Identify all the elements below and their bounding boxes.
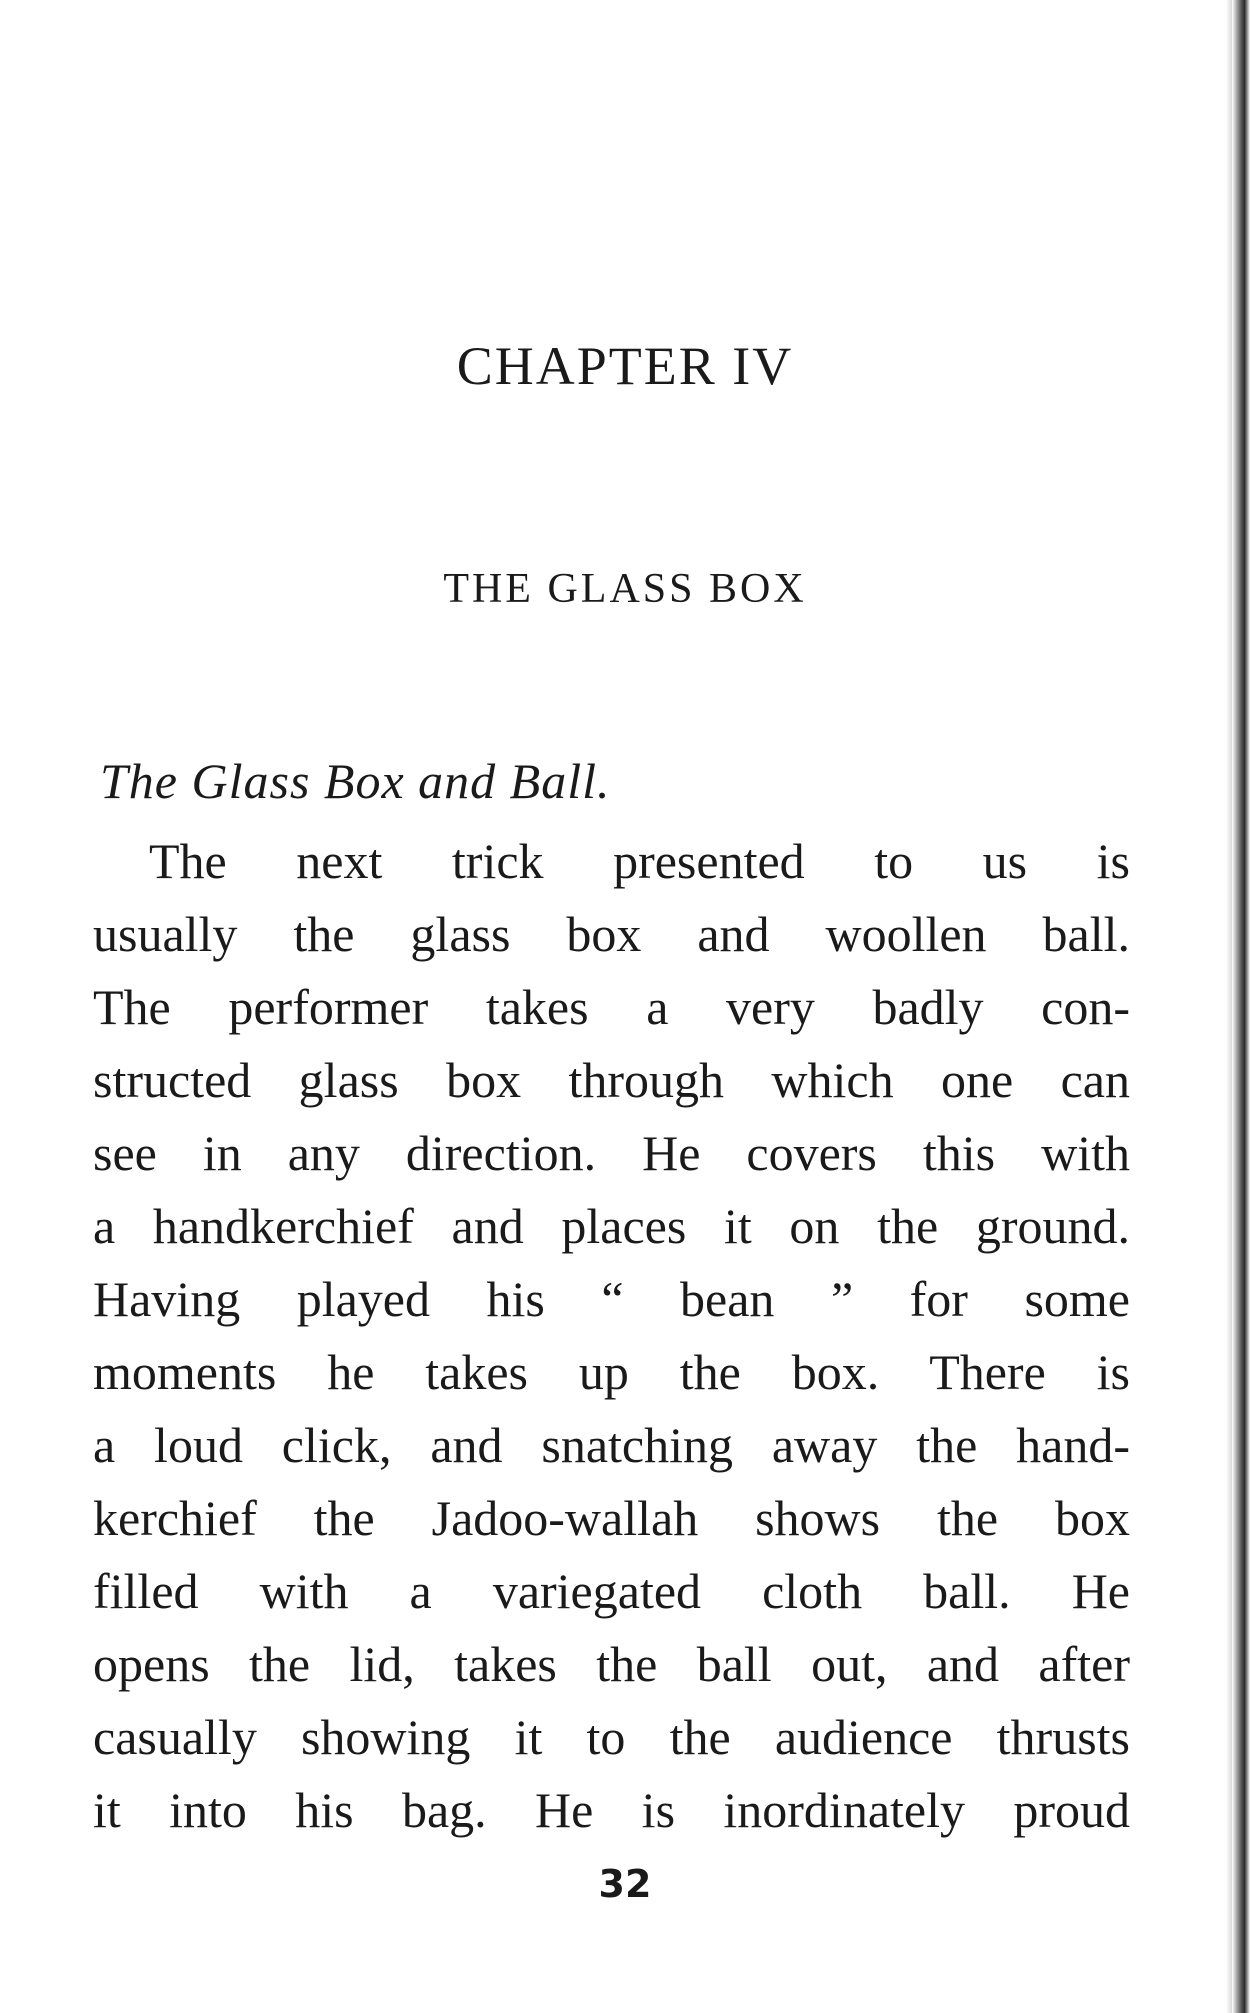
text-line: usually the glass box and woollen ball. <box>93 906 1130 962</box>
text-line: casually showing it to the audience thrusts <box>93 1709 1130 1765</box>
body-paragraph <box>93 825 1130 1847</box>
text-line: The next trick presented to us is <box>149 833 1130 889</box>
text-line: The performer takes a very badly con- <box>93 979 1130 1035</box>
chapter-title: THE GLASS BOX <box>443 566 807 612</box>
text-line: kerchief the Jadoo-wallah shows the box <box>93 1490 1130 1546</box>
text-line: see in any direction. He covers this with <box>93 1125 1130 1181</box>
binding-edge <box>1232 0 1250 2013</box>
text-line: opens the lid, takes the ball out, and after <box>93 1636 1130 1692</box>
text-line: a loud click, and snatching away the hand- <box>93 1417 1130 1473</box>
text-line: a handkerchief and places it on the ground. <box>93 1198 1130 1254</box>
chapter-number: CHAPTER IV <box>456 336 794 396</box>
text-line: moments he takes up the box. There is <box>93 1344 1130 1400</box>
text-line: it into his bag. He is inordinately proud <box>93 1782 1130 1838</box>
section-heading: The Glass Box and Ball. <box>100 753 611 809</box>
text-line: filled with a variegated cloth ball. He <box>93 1563 1130 1619</box>
page-number: 32 <box>598 1862 652 1906</box>
text-line: structed glass box through which one can <box>93 1052 1130 1108</box>
text-line: Having played his “ bean ” for some <box>93 1271 1130 1327</box>
